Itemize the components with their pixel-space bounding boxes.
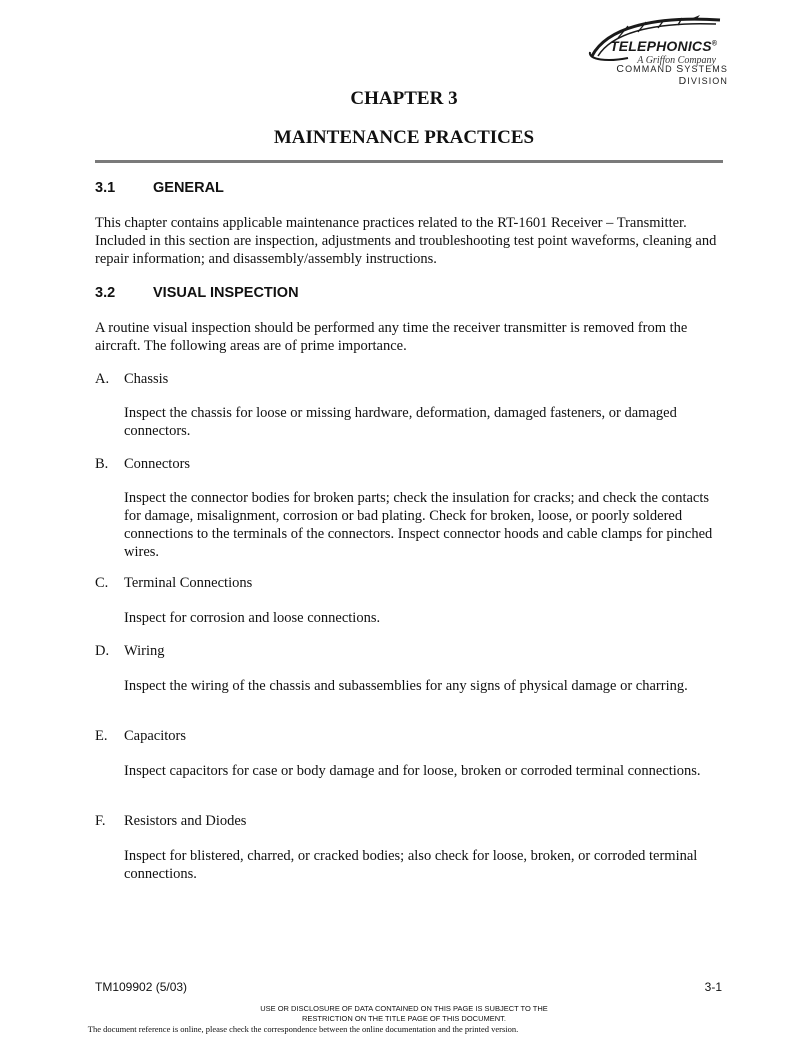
section-title: VISUAL INSPECTION — [153, 285, 299, 301]
division-label: COMMAND SYSTEMS DIVISION — [616, 63, 728, 87]
list-item-body: Inspect for blistered, charred, or cracked bodies; also check for loose, broken, or corroded terminal connections. — [124, 848, 698, 882]
list-item-letter: C. — [95, 575, 109, 591]
list-item-title: Connectors — [124, 456, 191, 472]
list-item-letter: A. — [95, 371, 110, 387]
list-item-letter: F. — [95, 813, 106, 829]
list-item-body: Inspect the chassis for loose or missing hardware, deformation, damaged fasteners, or damaged connectors. — [124, 405, 677, 439]
list-item-title: Wiring — [124, 643, 165, 659]
list-item-body: Inspect the wiring of the chassis and subassemblies for any signs of physical damage or charring. — [124, 678, 688, 694]
list-item-title: Chassis — [124, 371, 169, 387]
list-item-body: Inspect the connector bodies for broken parts; check the insulation for cracks; and check the contacts for damage, misalignment, corrosion or bad plating. Check for broken, loose, or poorly soldered connections to the terminals of the connectors. Inspect connector hoods and cable clamps for pinched wires. — [124, 490, 713, 560]
logo-tagline: A Griffon Company — [637, 55, 716, 66]
list-item-title: Capacitors — [124, 728, 187, 744]
chapter-title: CHAPTER 3 — [350, 88, 458, 109]
disclosure-notice — [0, 1004, 808, 1024]
list-item-title: Terminal Connections — [124, 575, 253, 591]
section-body-visual-inspection: A routine visual inspection should be performed any time the receiver transmitter is removed from the aircraft. The following areas are of prime importance. — [95, 320, 688, 354]
disclosure-line-1: USE OR DISCLOSURE OF DATA CONTAINED ON THIS PAGE IS SUBJECT TO THE — [260, 1004, 548, 1013]
section-number: 3.2 — [95, 285, 116, 301]
section-title: GENERAL — [153, 180, 224, 196]
disclosure-line-2: RESTRICTION ON THE TITLE PAGE OF THIS DOCUMENT. — [301, 1014, 507, 1023]
list-item-body: Inspect capacitors for case or body damage and for loose, broken or corroded terminal connections. — [124, 763, 701, 779]
chapter-subtitle: MAINTENANCE PRACTICES — [273, 127, 535, 148]
list-item-title: Resistors and Diodes — [124, 813, 247, 829]
document-id: TM109902 (5/03) — [95, 980, 188, 994]
section-body-general: This chapter contains applicable maintenance practices related to the RT-1601 Receiver – Transmitter. Included in this section are inspection, adjustments and troubleshooting test point waveforms, cleaning and repair information; and disassembly/assembly instructions. — [95, 215, 717, 267]
list-item-letter: B. — [95, 456, 109, 472]
logo-wordmark: TELEPHONICS® — [610, 38, 718, 54]
list-item-letter: E. — [95, 728, 108, 744]
section-number: 3.1 — [95, 180, 116, 196]
heading-divider — [95, 160, 723, 163]
page-number: 3-1 — [704, 980, 722, 994]
list-item-letter: D. — [95, 643, 110, 659]
online-reference-note: The document reference is online, please check the correspondence between the online documentation and the printed version. — [87, 1024, 519, 1034]
list-item-body: Inspect for corrosion and loose connections. — [124, 610, 381, 626]
telephonics-logo — [588, 12, 730, 64]
